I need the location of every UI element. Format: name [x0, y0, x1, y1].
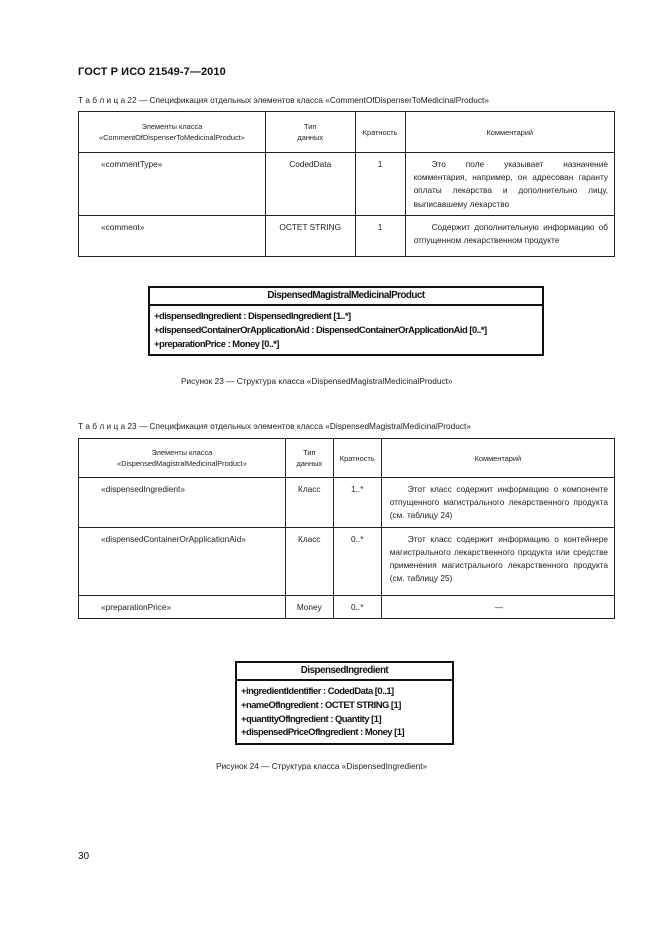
- uml-attribute: +quantityOfIngredient : Quantity [1]: [241, 712, 382, 724]
- cell-multiplicity: 0..*: [333, 527, 381, 595]
- table-row: [79, 595, 615, 618]
- cell-comment: Это поле указывает назначение комментария, например, он адресован гаранту оплаты лекарства и дополнительно лицу, выписавшему лекарство: [405, 153, 614, 216]
- header-type: Тип данных: [265, 112, 355, 153]
- cell-multiplicity: 1..*: [333, 478, 381, 528]
- cell-type: Класс: [285, 478, 333, 528]
- table-header-row: [79, 112, 615, 153]
- cell-multiplicity: 1: [355, 153, 405, 216]
- uml-attributes: [237, 681, 452, 743]
- table-22: [78, 111, 615, 257]
- uml-attribute: +preparationPrice : Money [0..*]: [154, 337, 279, 349]
- uml-attributes: [150, 306, 542, 354]
- table-23: [78, 438, 615, 619]
- uml-attribute: +dispensedPriceOfIngredient : Money [1]: [241, 726, 405, 738]
- table-22-caption: Т а б л и ц а 22 — Спецификация отдельных элементов класса «CommentOfDispenserToMedicinalProduct»: [78, 95, 489, 105]
- figure-24-caption: Рисунок 24 — Структура класса «DispensedIngredient»: [216, 761, 428, 771]
- cell-element: «dispensedIngredient»: [79, 478, 286, 528]
- table-row: [79, 153, 615, 216]
- page-number: 30: [78, 851, 90, 862]
- cell-element: «preparationPrice»: [79, 595, 286, 618]
- cell-comment: Содержит дополнительную информацию об отпущенном лекарственном продукте: [405, 215, 614, 256]
- uml-class-dispensed-magistral-medicinal-product: [148, 286, 544, 356]
- table-row: [79, 215, 615, 256]
- cell-element: «commentType»: [79, 153, 266, 216]
- cell-comment: Этот класс содержит информацию о компоненте отпущенного магистрального лекарственного продукта (см. таблицу 24): [381, 478, 614, 528]
- cell-type: Класс: [285, 527, 333, 595]
- cell-type: Money: [285, 595, 333, 618]
- cell-type: CodedData: [265, 153, 355, 216]
- uml-attribute: +ingredientIdentifier : CodedData [0..1]: [241, 685, 394, 696]
- figure-23-caption: Рисунок 23 — Структура класса «DispensedMagistralMedicinalProduct»: [181, 376, 453, 386]
- cell-element: «comment»: [79, 215, 266, 256]
- uml-class-name: DispensedIngredient: [237, 663, 452, 681]
- header-multiplicity: Кратность: [355, 112, 405, 153]
- header-comment: Комментарий: [381, 439, 614, 478]
- uml-attribute: +dispensedIngredient : DispensedIngredient [1..*]: [154, 310, 351, 321]
- cell-comment: Этот класс содержит информацию о контейнере магистрального лекарственного продукта или средстве применения магистрального лекарственного продукта (см. таблицу 25): [381, 527, 614, 595]
- cell-type: OCTET STRING: [265, 215, 355, 256]
- uml-class-name: DispensedMagistralMedicinalProduct: [150, 288, 542, 306]
- uml-class-dispensed-ingredient: [235, 661, 454, 745]
- document-header: ГОСТ Р ИСО 21549-7—2010: [78, 66, 226, 78]
- uml-attribute: +nameOfIngredient : OCTET STRING [1]: [241, 698, 401, 710]
- cell-comment: —: [381, 595, 614, 618]
- header-type: Тип данных: [285, 439, 333, 478]
- table-header-row: [79, 439, 615, 478]
- table-row: [79, 527, 615, 595]
- cell-multiplicity: 0..*: [333, 595, 381, 618]
- cell-multiplicity: 1: [355, 215, 405, 256]
- header-elements: Элементы класса «DispensedMagistralMedicinalProduct»: [79, 439, 286, 478]
- header-comment: Комментарий: [405, 112, 614, 153]
- table-row: [79, 478, 615, 528]
- header-multiplicity: Кратность: [333, 439, 381, 478]
- cell-element: «dispensedContainerOrApplicationAid»: [79, 527, 286, 595]
- table-23-caption: Т а б л и ц а 23 — Спецификация отдельных элементов класса «DispensedMagistralMedicinalProduct»: [78, 421, 471, 431]
- header-elements: Элементы класса «CommentOfDispenserToMedicinalProduct»: [79, 112, 266, 153]
- uml-attribute: +dispensedContainerOrApplicationAid : DispensedContainerOrApplicationAid [0..*]: [154, 323, 487, 335]
